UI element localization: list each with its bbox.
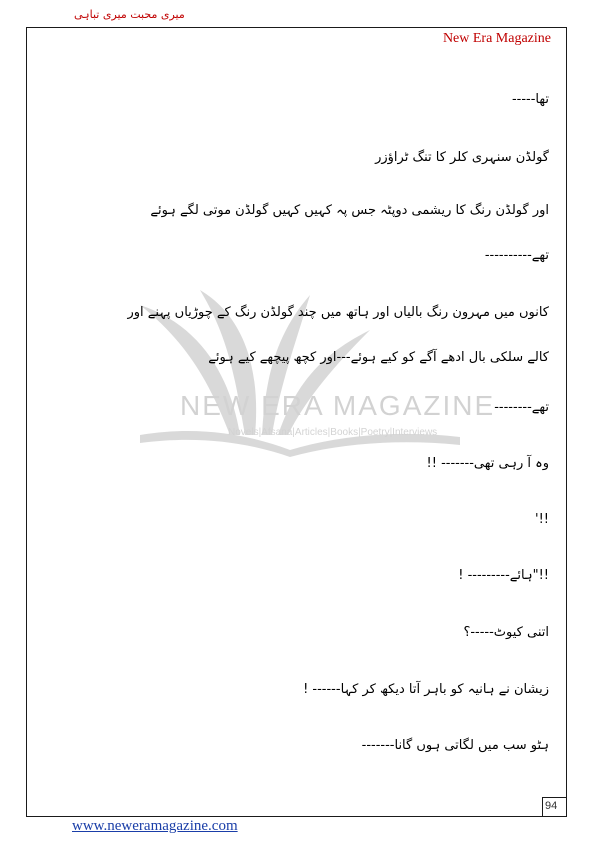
text-line: تھے-------- (494, 400, 549, 415)
website-link[interactable]: www.neweramagazine.com (72, 818, 238, 834)
text-line: اور گولڈن رنگ کا ریشمی دوپٹہ جس پہ کہیں کہیں گولڈن موتی لگے ہوئے (150, 203, 549, 218)
text-line: وہ آ رہی تھی------- !! (426, 456, 549, 471)
text-line: گولڈن سنہری کلر کا تنگ ٹراؤزر (375, 150, 549, 165)
text-line: تھے---------- (484, 248, 549, 263)
text-line: !!"ہائے--------- ! (458, 568, 549, 583)
story-title: میری محبت میری تباہی (74, 8, 185, 21)
text-line: !!' (535, 512, 549, 527)
text-line: کانوں میں مہرون رنگ بالیاں اور ہاتھ میں چند گولڈن رنگ کے چوڑیاں پہنے اور (127, 305, 549, 320)
text-line: ہٹو سب میں لگاتی ہوں گانا------- (361, 738, 549, 753)
magazine-name: New Era Magazine (442, 31, 551, 46)
text-line: زیشان نے ہانیہ کو باہر آتا دیکھ کر کہا------ ! (303, 682, 549, 697)
page-number: 94 (545, 800, 558, 812)
text-line: کالے سلکی بال ادھے آگے کو کیے ہوئے---اور کچھ پیچھے کیے ہوئے (208, 350, 549, 365)
text-line: اتنی کیوٹ-----؟ (463, 625, 549, 640)
page-border (26, 27, 567, 817)
watermark-name: NEW ERA MAGAZINE (180, 390, 496, 421)
watermark-tagline: Novels|Afsana|Articles|Books|Poetry|Interviews (228, 427, 438, 438)
text-line: تھا----- (511, 92, 549, 107)
